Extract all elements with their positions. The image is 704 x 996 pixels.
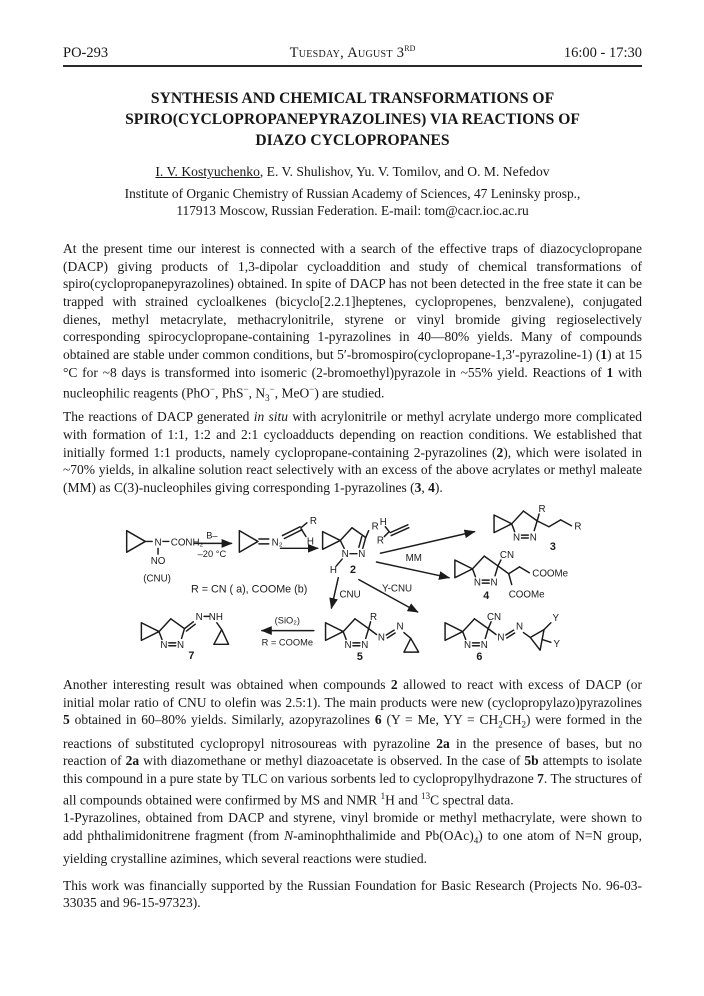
atom-n-label: N [480,640,488,652]
header-rule [63,65,642,67]
compound-6 [445,612,560,663]
session-day-text: Tuesday, August 3 [289,44,405,61]
no-label: NO [150,555,166,567]
atom-n-label: N [344,640,352,652]
paragraph-2: The reactions of DACP generated in situ with acrylonitrile or methyl acrylate undergo more complicated with formation of 1:1, 1:2 and 2:1 cycloadducts depending on reaction conditions. We established that initially formed 1:1 products, namely cyclopropane-containing 2-pyrazolines (2), which were isolated in ~70% yields, in alkaline solution react selectively with an excess of the above acrylates or methyl maleate (MM) as C(3)-nucleophiles giving corresponding 1-pyrazolines (3, 4). [63,409,642,496]
paper-title [63,88,642,151]
atom-n-label: N [497,632,505,644]
atom-n-label: N [515,621,524,633]
session-day [203,44,502,62]
atom-n-label: N [177,640,185,652]
reaction-arrow-y-cnu [359,580,418,612]
structure-cnu [127,531,204,585]
compound-2-number: 2 [349,563,356,576]
temperature-label: –20 °C [197,548,227,559]
title-line-3: DIAZO CYCLOPROPANES [255,131,450,149]
paragraph-4: 1-Pyrazolines, obtained from DACP and styrene, vinyl bromide or methyl methacrylate, were shown to add phthalimidonitrene fragment (from N-aminophthalimide and $Pb(OAc)_4$) to one atom of N=N group, yielding crystalline azimines, which several reactions were studied. [63,809,642,867]
reaction-scheme [63,501,642,673]
title-line-2: SPIRO(CYCLOPROPANEPYRAZOLINES) VIA REACTIONS OF [125,110,580,128]
atom-n-label: N [529,532,537,544]
mm-label: MM [405,552,422,564]
affiliation-line-2: 117913 Moscow, Russian Federation. E-mail: tom@cacr.ioc.ac.ru [176,203,529,219]
atom-n-label: N [490,577,498,589]
sio2-label: (SiO₂) [274,615,300,626]
coauthors: , E. V. Shulishov, Yu. V. Tomilov, and O. M. Nefedov [259,163,550,179]
presenting-author: I. V. Kostyuchenko [155,163,260,179]
atom-n-label: N [154,537,162,549]
reagent-alkene-1 [282,516,317,548]
atom-n-label: N [358,548,366,560]
cnu-label: CNU [339,589,361,601]
cnu-name-label: (CNU) [143,573,171,585]
atom-n-label: N [473,577,481,589]
atom-n-label: N [377,632,385,644]
cn-label: CN [486,611,502,623]
reaction-arrow-mm [376,553,448,578]
compound-4 [455,550,568,602]
atom-n-label: N [396,621,404,633]
structure-dacp [239,531,282,553]
authors-line [63,164,642,180]
atom-n-label: N [513,532,521,544]
compound-3-number: 3 [549,541,556,554]
session-day-suffix: RD [404,44,416,53]
compound-2 [323,522,379,576]
r-legend: R = CN ( a), COOMe (b) [190,583,308,596]
paragraph-3: Another interesting result was obtained when compounds 2 allowed to react with excess of DACP (or initial molar ratio of CNU to olefin was 2.5:1). The main products were new (cyclopropylazo)pyrazolines 5 obtained in 60–80% yields. Similarly, azopyrazolines 6 (Y = Me, YY = $CH_2CH_2$) were formed in the reactions of substituted cyclopropyl nitrosoureas with pyrazoline 2a in the presence of bases, but no reaction of 2a with diazomethane or methyl diazoacetate is observed. In the case of 5b attempts to isolate this compound in a pure state by TLC on various sorbents led to cyclopropylhydrazone 7. The structures of all compounds obtained were confirmed by MS and NMR $^1$H and $^{13}$C spectral data. [63,676,643,808]
reagent-alkene-2 [377,517,409,547]
atom-r-label: R [376,535,384,547]
nh-label: NH [208,611,223,623]
compound-4-number: 4 [483,590,490,603]
compound-5 [326,612,419,663]
atom-n-label: N [160,640,168,652]
atom-n-label: N [464,640,472,652]
compound-3 [494,504,581,553]
title-line-1: SYNTHESIS AND CHEMICAL TRANSFORMATIONS OF [150,89,555,107]
atom-h-label: H [306,536,315,548]
reaction-scheme-svg [63,501,641,673]
session-code: PO-293 [63,44,109,61]
atom-y-label: Y [552,612,560,624]
y-cnu-label: Y-CNU [382,583,413,595]
reaction-arrow-cnu [331,578,360,608]
cn-label: CN [499,549,515,561]
session-time: 16:00 - 17:30 [563,44,642,61]
atom-r-label: R [371,521,379,533]
paragraph-1: At the present time our interest is connected with a search of the effective traps of diazocyclopropane (DACP) giving products of 1,3-dipolar cycloaddition and study of chemical transformations of spiro(cyclopropanepyrazolines) obtained. In spite of DACP has not been detected in the free state it can be trapped with strained cycloalkenes (bicyclo[2.2.1]heptenes, cyclopropenes, benzvalene), conjugated dienes, methyl metacrylate, methacrylonitrile, styrene or vinyl bromide giving regioselectively corresponding spirocyclopropane-containing 1-pyrazolines in 40—80% yields. Many of compounds obtained are stable under common conditions, but 5′-bromospiro(cyclopropane-1,3′-pyrazoline-1) (1) at 15 °C for ~8 days is transformed into isomeric (2-bromoethyl)pyrazole in ~55% yield. Reactions of 1 with nucleophilic reagents (PhO−, PhS−, $N_3^-$, MeO−) are studied. [63,240,642,404]
atom-r-label: R [309,515,317,527]
compound-7-number: 7 [188,649,195,662]
atom-r-label: R [538,503,546,515]
base-label: B– [206,530,218,541]
r-coome-label: R = COOMe [261,637,314,648]
page-header [63,44,642,62]
atom-n-label: N [195,611,203,623]
n2-label: N₂ [271,537,283,549]
compound-5-number: 5 [356,650,363,663]
affiliation [63,185,642,220]
compound-6-number: 6 [476,650,483,663]
atom-y-label: Y [553,639,561,651]
compound-7 [141,612,228,662]
coome-label: COOMe [532,568,569,580]
atom-r-label: R [370,611,378,623]
atom-n-label: N [341,548,349,560]
atom-h-label: H [329,564,337,576]
coome-label: COOMe [508,589,545,601]
reaction-arrow-sio2 [262,616,314,648]
conh2-label: CONH₂ [170,537,204,549]
atom-r-label: R [574,521,582,533]
paragraph-5: This work was financially supported by the Russian Foundation for Basic Research (Projects No. 96-03-33035 and 96-15-97323). [63,877,642,911]
atom-h-label: H [379,516,387,528]
affiliation-line-1: Institute of Organic Chemistry of Russian Academy of Sciences, 47 Leninsky prosp., [124,185,581,201]
atom-n-label: N [361,640,369,652]
